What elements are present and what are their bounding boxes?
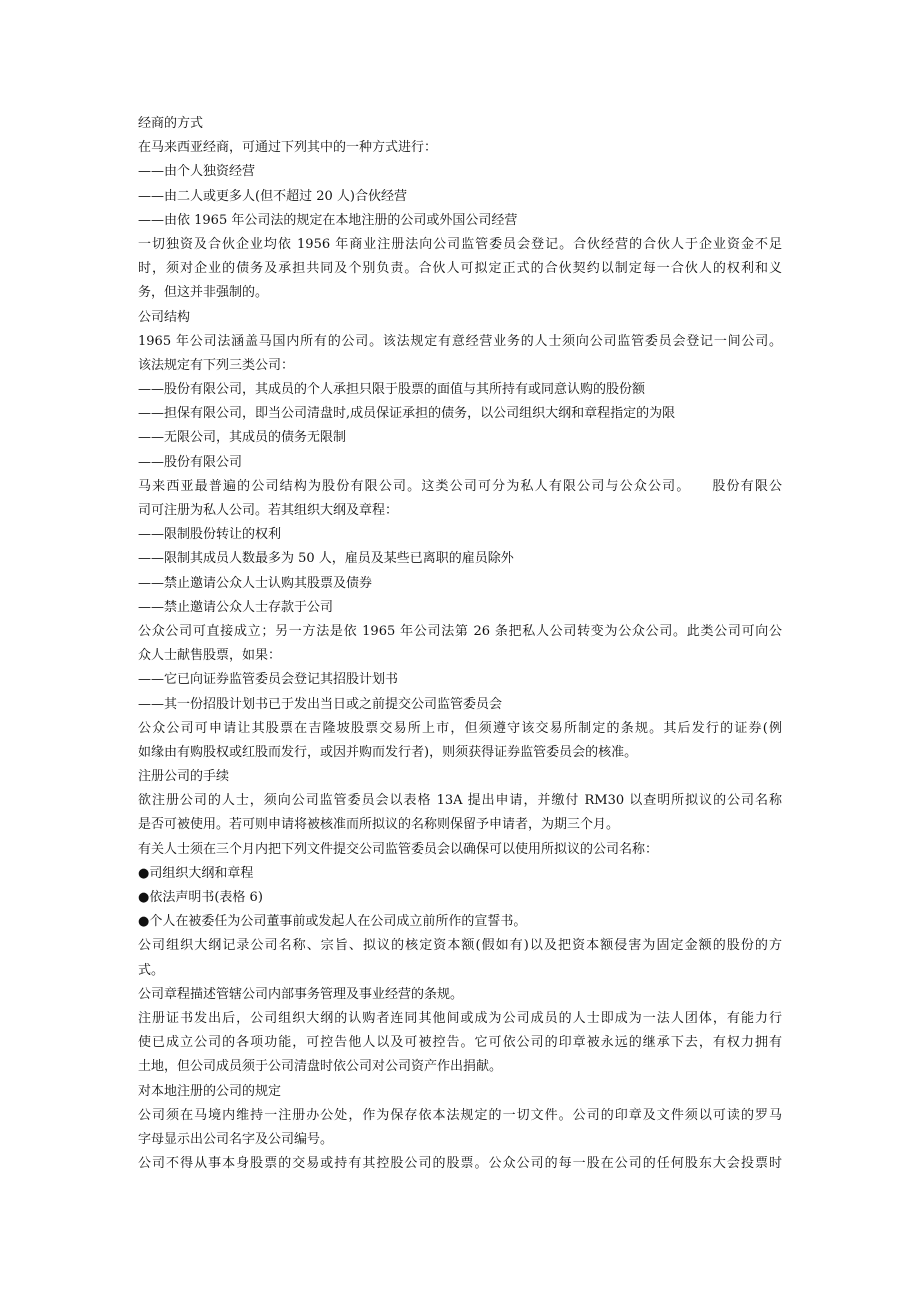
text-line: 公司组织大纲记录公司名称、宗旨、拟议的核定资本额(假如有)以及把资本额侵害为固定金额的股份的方 xyxy=(138,938,782,954)
text-line: 公司不得从事本身股票的交易或持有其控股公司的股票。公众公司的每一股在公司的任何股东大会投票时 xyxy=(138,1156,782,1172)
text-line: 式。 xyxy=(138,962,165,978)
text-line: 公众公司可直接成立；另一方法是依 1965 年公司法第 26 条把私人公司转变为公众公司。此类公司可向公 xyxy=(138,623,782,639)
text-line: 经商的方式 xyxy=(138,116,204,131)
text-line: 时，须对企业的债务及承担共同及个别负责。合伙人可拟定正式的合伙契约以制定每一合伙人的权利和义 xyxy=(138,261,782,277)
text-line: ——股份有限公司 xyxy=(138,454,243,470)
text-line: ——它已向证券监管委员会登记其招股计划书 xyxy=(138,672,399,688)
text-line: 字母显示出公司名字及公司编号。 xyxy=(138,1131,334,1147)
text-line: ——股份有限公司，其成员的个人承担只限于股票的面值与其所持有或同意认购的股份额 xyxy=(138,382,646,398)
text-line: ——禁止邀请公众人士存款于公司 xyxy=(138,599,334,615)
text-line: 对本地注册的公司的规定 xyxy=(138,1083,282,1099)
text-line: 土地，但公司成员须于公司清盘时依公司对公司资产作出捐献。 xyxy=(138,1059,503,1075)
text-line: 公司须在马境内维持一注册办公处，作为保存依本法规定的一切文件。公司的印章及文件须以可读的罗马 xyxy=(138,1107,782,1123)
text-line: 公司章程描述管辖公司内部事务管理及事业经营的条规。 xyxy=(138,986,464,1002)
text-line: ——由个人独资经营 xyxy=(138,164,256,180)
text-line: 在马来西亚经商，可通过下列其中的一种方式进行： xyxy=(138,140,438,156)
text-line: 一切独资及合伙企业均依 1956 年商业注册法向公司监管委员会登记。合伙经营的合伙人于企业资金不足 xyxy=(138,236,782,252)
text-line: ——由依 1965 年公司法的规定在本地注册的公司或外国公司经营 xyxy=(138,212,518,228)
text-line: ——担保有限公司，即当公司清盘时,成员保证承担的债务，以公司组织大纲和章程指定的为限 xyxy=(138,406,676,422)
text-line: 有关人士须在三个月内把下列文件提交公司监管委员会以确保可以使用所拟议的公司名称： xyxy=(138,841,659,857)
text-line: ——限制股份转让的权利 xyxy=(138,527,282,543)
text-line: 司可注册为私人公司。若其组织大纲及章程： xyxy=(138,503,399,518)
text-line: ●司组织大纲和章程 xyxy=(138,865,254,881)
text-line: 马来西亚最普遍的公司结构为股份有限公司。这类公司可分为私人有限公司与公众公司。 股份有限公 xyxy=(138,478,782,494)
text-line: 务，但这并非强制的。 xyxy=(138,285,269,301)
text-line: 使已成立公司的各项功能，可控告他人以及可被控告。它可依公司的印章被永远的继承下去，有权力拥有 xyxy=(138,1035,782,1051)
text-line: 1965 年公司法涵盖马国内所有的公司。该法规定有意经营业务的人士须向公司监管委员会登记一间公司。 xyxy=(138,333,782,349)
text-line: 公司结构 xyxy=(138,309,191,325)
text-line: 注册证书发出后，公司组织大纲的认购者连同其他间或成为公司成员的人士即成为一法人团体，有能力行 xyxy=(138,1010,782,1026)
text-line: ——无限公司，其成员的债务无限制 xyxy=(138,430,347,446)
text-line: ●依法声明书(表格 6) xyxy=(138,890,263,905)
text-line: 欲注册公司的人士，须向公司监管委员会以表格 13A 提出申请，并缴付 RM30 以查明所拟议的公司名称 xyxy=(138,793,782,809)
text-line: 注册公司的手续 xyxy=(138,769,230,785)
text-line: 如缘由有购股权或红股而发行，或因并购而发行者)，则须获得证券监管委员会的核准。 xyxy=(138,744,638,760)
text-line: ——限制其成员人数最多为 50 人，雇员及某些已离职的雇员除外 xyxy=(138,551,514,567)
text-line: ——由二人或更多人(但不超过 20 人)合伙经营 xyxy=(138,188,407,204)
text-line: ●个人在被委任为公司董事前或发起人在公司成立前所作的宣誓书。 xyxy=(138,914,527,930)
text-line: ——其一份招股计划书已于发出当日或之前提交公司监管委员会 xyxy=(138,696,503,712)
text-line: ——禁止邀请公众人士认购其股票及债券 xyxy=(138,575,373,591)
text-line: 该法规定有下列三类公司： xyxy=(138,357,295,373)
document-page xyxy=(138,112,782,1176)
text-line: 公众公司可申请让其股票在吉隆坡股票交易所上市，但须遵守该交易所制定的条规。其后发行的证券(例 xyxy=(138,720,782,736)
text-line: 众人士献售股票，如果： xyxy=(138,648,282,664)
text-line: 是否可被使用。若可则申请将被核准而所拟议的名称则保留予申请者，为期三个月。 xyxy=(138,817,620,833)
